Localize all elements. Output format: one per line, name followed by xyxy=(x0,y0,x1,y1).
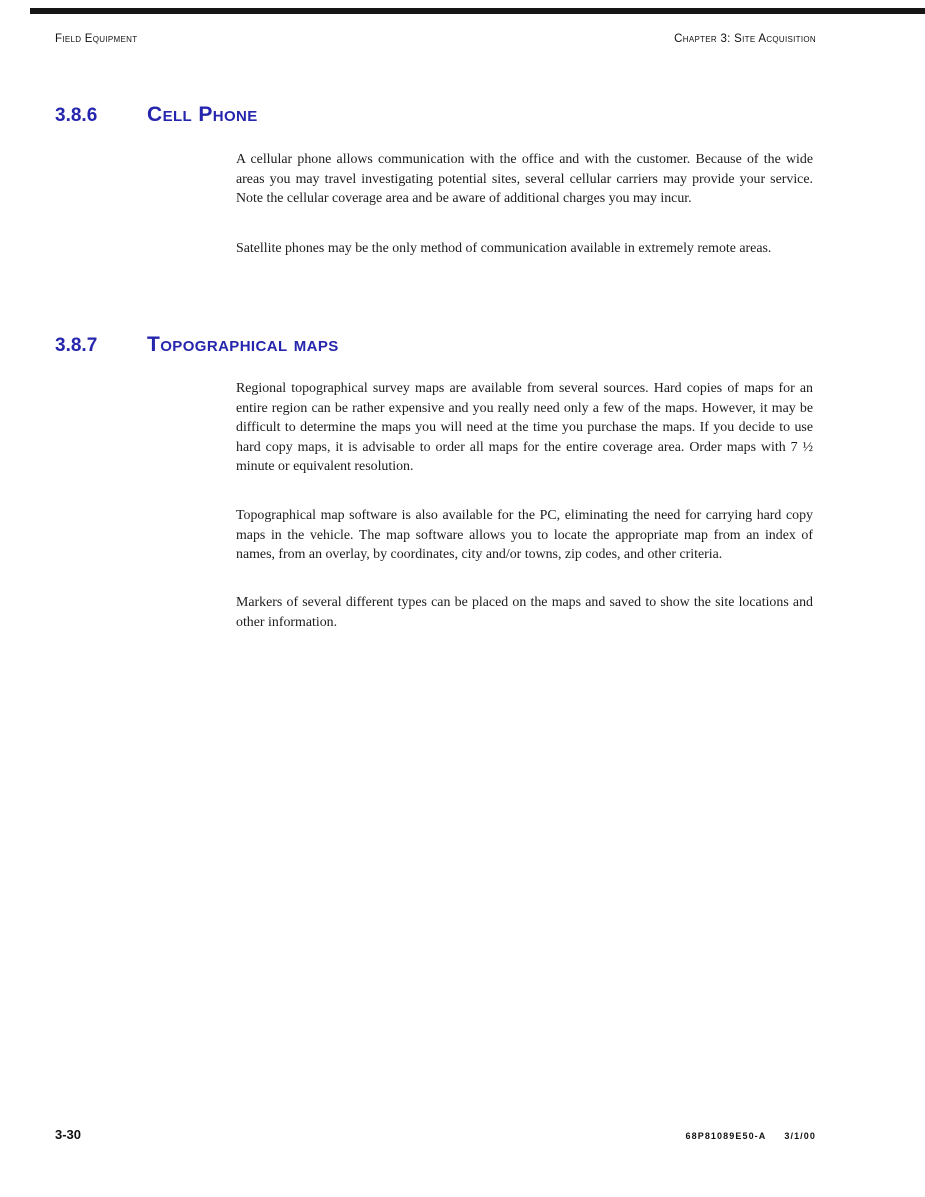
section-title: Cell Phone xyxy=(147,103,258,126)
footer-doc-number: 68P81089E50-A xyxy=(685,1131,767,1141)
section-heading-3-8-6 xyxy=(55,103,258,127)
section-number: 3.8.6 xyxy=(55,105,98,126)
paragraph-cell-phone-1: A cellular phone allows communication with the office and with the customer. Because of the wide areas you may travel investigating potential sites, several cellular carriers may provide your service. Note the cellular coverage area and be aware of additional charges you may incur. xyxy=(236,152,813,207)
section-heading-3-8-7 xyxy=(55,333,339,357)
paragraph-topo-maps-1: Regional topographical survey maps are available from several sources. Hard copies of maps for an entire region can be rather expensive and you really need only a few of the maps. However, it may be difficult to determine the maps you will need at the time you purchase the maps. If you decide to use hard copy maps, it is advisable to order all maps for the entire coverage area. Order maps with 7 ½ minute or equivalent resolution. xyxy=(236,381,813,475)
footer-document-info xyxy=(686,1131,816,1141)
footer-date: 3/1/00 xyxy=(784,1131,816,1141)
footer-page-number: 3-30 xyxy=(55,1127,82,1142)
paragraph-topo-maps-2: Topographical map software is also available for the PC, eliminating the need for carrying hard copy maps in the vehicle. The map software allows you to locate the appropriate map from an index of names, from an overlay, by coordinates, city and/or towns, zip codes, and other criteria. xyxy=(236,508,813,563)
paragraph-cell-phone-2: Satellite phones may be the only method of communication available in extremely remote areas. xyxy=(236,241,772,256)
running-header xyxy=(55,33,816,45)
page-edge-artifact xyxy=(30,8,925,14)
section-title: Topographical maps xyxy=(147,333,339,356)
section-number: 3.8.7 xyxy=(55,335,98,356)
header-left-title: Field Equipment xyxy=(55,33,138,45)
header-right-chapter: Chapter 3: Site Acquisition xyxy=(674,33,816,45)
paragraph-topo-maps-3: Markers of several different types can be placed on the maps and saved to show the site locations and other information. xyxy=(236,595,813,630)
